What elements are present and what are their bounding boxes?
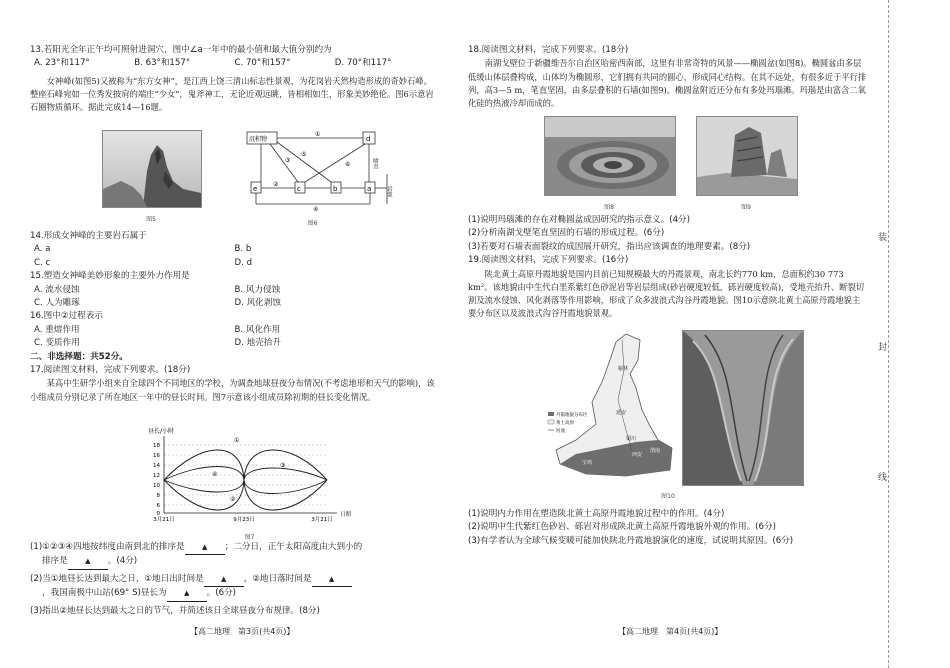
page-left [30, 0, 435, 668]
option: B. 风力侵蚀 [234, 284, 281, 295]
figure-9 [696, 116, 796, 212]
option: D. 70°和117° [334, 58, 392, 69]
question-16: 16.图中②过程表示 [30, 311, 103, 322]
option: C. 人为雕琢 [34, 298, 80, 309]
figure-8 [544, 116, 674, 212]
curve-label-2: ② [230, 496, 236, 503]
margin-char-feng: 封 [878, 343, 888, 353]
wave-valley-photo [682, 330, 804, 486]
q14-options [30, 243, 435, 270]
node-c: c [297, 185, 301, 193]
y-tick: 12 [153, 473, 160, 479]
page-footer-right: 【高二地理 第4页(共4页)】 [618, 626, 723, 636]
node-e: e [253, 185, 258, 193]
option: A. 23°和117° [34, 58, 90, 69]
y-tick: 16 [153, 453, 160, 459]
question-14: 14.形成女神峰的主要岩石属于 [30, 231, 147, 241]
curve-label-4: ④ [212, 471, 218, 478]
answer-blank[interactable]: ▲ [185, 541, 225, 555]
figure-8-caption: 图8 [604, 204, 614, 212]
question-15: 15.塑造女神峰美妙形象的主要外力作用是 [30, 271, 190, 282]
answer-blank[interactable]: ▲ [68, 555, 108, 569]
q17-2-text: ，我国南极中山站(69° S)昼长为 [42, 588, 167, 599]
figure-5-caption: 图5 [146, 216, 156, 224]
y-tick: 8 [156, 493, 160, 499]
option: A. 流水侵蚀 [34, 284, 80, 295]
y-tick: 18 [153, 443, 160, 449]
option: D. d [234, 257, 253, 268]
q17-2-text: 。(6分) [206, 588, 237, 599]
figure-7 [142, 426, 357, 542]
section-heading: 二、非选择题：共52分。 [30, 351, 128, 362]
node-d: d [366, 135, 371, 143]
option: B. b [234, 244, 252, 255]
question-19-2: (2)说明中生代紫红色砂岩、砾岩对形成陕北黄土高原丹霞地貌外观的作用。(6分) [468, 522, 776, 533]
question-18-2: (2)分析南湖戈壁笔直坚固的石墙的形成过程。(6分) [468, 228, 665, 239]
q17-1-text: ；二分日，正午太阳高度由大到小的 [224, 542, 363, 552]
goddess-peak-photo [102, 130, 202, 208]
q17-1-text: 。(4分) [107, 556, 138, 567]
question-13: 13.若阳光全年正午均可照射进洞穴，图中∠a一年中的最小值和最大值分别约为 [30, 45, 332, 55]
passage-19: 陕北黄土高原丹霞地貌是国内目前已知规模最大的丹霞景观，南北长约770 km，总面积约30 773 km²。该地貌由中生代白垩系紫红色砂泥岩等岩层组成(砂岩硬度较低，砾岩硬度较高)，受地壳抬升、断裂切割及流水侵蚀、风化剥落等作用影响，形成了众多波浪式沟谷丹霞地貌。图10示意陕北黄土高原丹霞地貌主要分布区以及波浪式沟谷丹霞地貌景观。 [468, 268, 865, 319]
figure-6 [225, 128, 400, 228]
passage-18: 南湖戈壁位于新疆维吾尔自治区哈密西南部，这里有非常奇特的风景——椭圆盆(如图8)。椭圆盆由多层低缓山体层叠构成，山体均为椭圆形，它们拥有共同的圆心，形成同心结构。在其不远处，有很多近于平行排列，高3—5 m，笔直坚固，由多层叠积的石墙(如图9)。椭圆盆附近还分布有多处玛瑙滩。玛瑙是由富含二氧化硅的热液冷却而成的。 [468, 58, 867, 109]
figure-7-caption: 图7 [244, 534, 255, 542]
question-19: 19.阅读图文材料，完成下列要求。(16分) [468, 255, 629, 266]
question-19-1: (1)说明内力作用在塑造陕北黄土高原丹霞地貌过程中的作用。(4分) [468, 509, 725, 519]
place-yulin: 榆林 [618, 366, 629, 372]
process-5: ⑤ [301, 151, 307, 158]
passage-17: 某高中生研学小组来自全球四个不同地区的学校，为调查地球昼夜分布情况(不考虑地形和天气的影响)，该小组成员分别记录了所在地区一年中的昼长时间。图7示意该小组成员除初期的昼长变化情况。 [30, 378, 435, 402]
option: C. 70°和157° [234, 58, 291, 69]
q13-options [30, 57, 435, 70]
margin-char-zhuang: 装 [878, 233, 888, 243]
figure-10-photo [682, 330, 802, 490]
rock-cycle-diagram [225, 128, 400, 212]
option: C. 变质作用 [34, 338, 80, 349]
question-17-1 [30, 541, 435, 555]
legend-loess: 黄土高原 [556, 421, 574, 426]
process-3: ③ [285, 157, 291, 164]
curve-label-3: ③ [280, 462, 286, 469]
answer-blank[interactable]: ▲ [312, 573, 352, 587]
y-axis-label: 昼长/小时 [148, 428, 175, 435]
node-a: a [367, 185, 372, 193]
y-tick: 0 [156, 511, 160, 517]
q17-1-text: (1)①②③④四地按纬度由南到北的排序是 [30, 542, 185, 552]
question-17-2 [30, 573, 435, 587]
option: C. c [34, 257, 51, 268]
figure-9-caption: 图9 [741, 204, 751, 212]
stone-wall-photo [696, 116, 798, 196]
option: B. 63°和157° [134, 58, 191, 69]
option: D. 地壳抬升 [234, 338, 281, 349]
place-yanan: 延安 [616, 410, 627, 416]
legend-river: 河流 [556, 429, 565, 434]
process-2: ② [273, 181, 279, 188]
margin-char-xian: 线 [878, 473, 888, 483]
x-tick: 3月21日 [153, 517, 175, 523]
question-18-3: (3)若要对石墙表面裂纹的成因展开研究，指出应该调查的地理要素。(8分) [468, 241, 751, 252]
passage-14-16: 女神峰(如图5)又被称为“东方女神”，是江西上饶三清山标志性景观，为花岗岩天然构造形成的奇妙石峰。整座石峰宛如一位秀发披肩的端庄“少女”，鬼斧神工，无论近观远眺，皆相相如生，形象美妙绝伦。图6示意岩石圈物质循环。据此完成14—16题。 [30, 75, 434, 113]
x-tick: 3月21日 [311, 517, 333, 523]
option: B. 风化作用 [234, 324, 281, 335]
question-17-2-cont [30, 587, 435, 601]
figure-6-caption: 图6 [307, 220, 318, 228]
question-18: 18.阅读图文材料，完成下列要求。(18分) [468, 45, 629, 55]
figure-5 [102, 130, 200, 224]
option: A. a [34, 244, 51, 255]
question-17: 17.阅读图文材料，完成下列要求。(18分) [30, 365, 191, 376]
option: D. 风化剥蚀 [234, 298, 281, 309]
process-1: ① [315, 131, 321, 138]
question-19-3: (3)有学者认为全球气候变暖可能加快陕北丹霞地貌演化的速度，试说明其原因。(6分) [468, 535, 794, 546]
place-baoji: 宝鸡 [582, 460, 593, 466]
process-4: ④ [313, 206, 319, 212]
question-18-1: (1)说明玛瑙滩的存在对椭圆盆成因研究的指示意义。(4分) [468, 215, 691, 225]
question-17-3: (3)指出②地昼长达到最大之日的节气，并简述该日全球昼夜分布规律。(8分) [30, 605, 320, 616]
binding-cut-line [888, 0, 890, 668]
answer-blank[interactable]: ▲ [167, 587, 207, 601]
ellipse-basin-photo [544, 116, 676, 196]
y-tick: 14 [153, 463, 160, 469]
q16-options [30, 324, 435, 351]
q17-1-text: 排序是 [42, 556, 68, 567]
x-axis-label: 日期 [340, 512, 352, 518]
y-tick: 6 [156, 503, 160, 509]
legend-danxia: 丹霞地貌分布区 [556, 413, 588, 418]
figure-10-caption: 图10 [661, 493, 675, 500]
figure-10-map [546, 330, 676, 480]
node-b: b [333, 185, 338, 193]
option: A. 重熔作用 [34, 324, 80, 335]
place-weinan: 渭南 [650, 448, 661, 454]
shaanbei-map [546, 330, 676, 480]
q17-2-text: (2)当①地昼长达到最大之日，①地日出时间是 [30, 573, 204, 584]
x-tick: 9月23日 [233, 517, 255, 523]
process-6: ⑥ [345, 161, 351, 168]
place-tongchuan: 铜川 [626, 436, 637, 442]
question-17-1-cont [30, 555, 435, 569]
label-eruption: 喷出 [372, 158, 378, 169]
curve-label-1: ① [234, 437, 240, 444]
node-sediment: 沉积物 [249, 136, 268, 143]
daylength-chart [142, 426, 357, 526]
q17-2-text: ，②地日落时间是 [243, 573, 312, 584]
page-footer-left: 【高二地理 第3页(共4页)】 [190, 626, 295, 636]
q15-options [30, 284, 435, 311]
node-magma: 岩浆 [386, 186, 392, 197]
answer-blank[interactable]: ▲ [204, 573, 244, 587]
y-tick: 10 [153, 483, 160, 489]
place-xian: 西安 [632, 452, 643, 458]
page-right [468, 0, 868, 668]
